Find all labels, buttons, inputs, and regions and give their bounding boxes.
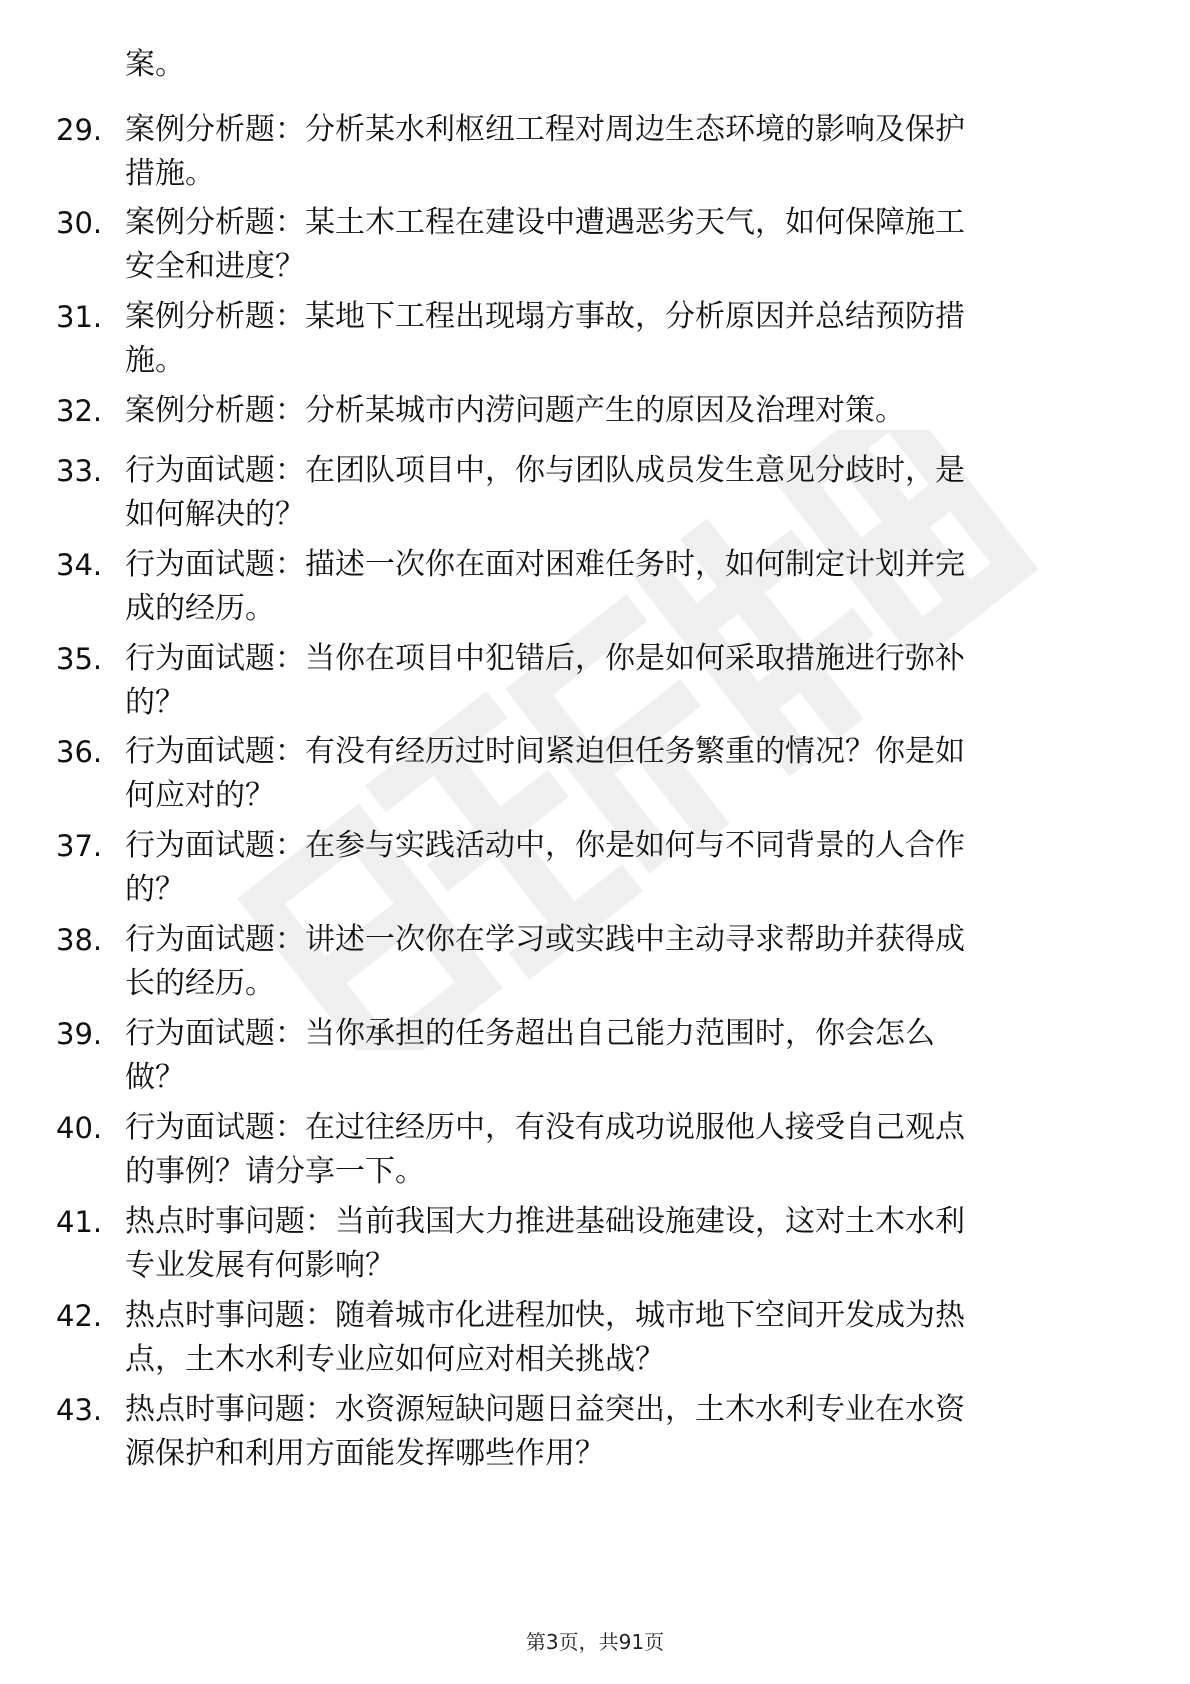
item-number: 37. — [56, 829, 103, 863]
item-line: 行为面试题：描述一次你在面对困难任务时，如何制定计划并完 — [125, 547, 965, 582]
item-line: 何应对的？ — [125, 778, 275, 813]
item-line: 专业发展有何影响？ — [125, 1248, 395, 1283]
item-number: 42. — [56, 1299, 103, 1333]
item-number: 38. — [56, 923, 103, 957]
item-number: 35. — [56, 642, 103, 676]
item-text — [125, 1388, 1125, 1476]
item-number: 31. — [56, 300, 103, 334]
item-line: 案例分析题：分析某水利枢纽工程对周边生态环境的影响及保护 — [125, 112, 965, 147]
item-line: 案例分析题：分析某城市内涝问题产生的原因及治理对策。 — [125, 393, 905, 428]
item-number: 39. — [56, 1017, 103, 1051]
item-line: 行为面试题：在团队项目中，你与团队成员发生意见分歧时，是 — [125, 453, 965, 488]
item-number: 34. — [56, 548, 103, 582]
item-text — [125, 108, 1125, 196]
item-text — [125, 1200, 1125, 1288]
item-line: 点，土木水利专业应如何应对相关挑战？ — [125, 1342, 665, 1377]
continuation-text: 案。 — [125, 47, 185, 82]
item-line: 的？ — [125, 685, 185, 720]
item-text — [125, 295, 1125, 383]
item-text — [125, 1294, 1125, 1382]
item-number: 36. — [56, 735, 103, 769]
item-text — [125, 389, 1125, 433]
item-line: 行为面试题：当你在项目中犯错后，你是如何采取措施进行弥补 — [125, 641, 965, 676]
item-text — [125, 1012, 1125, 1100]
item-line: 行为面试题：在参与实践活动中，你是如何与不同背景的人合作 — [125, 828, 965, 863]
item-line: 行为面试题：有没有经历过时间紧迫但任务繁重的情况？你是如 — [125, 734, 965, 769]
item-line: 施。 — [125, 343, 185, 378]
item-line: 的？ — [125, 872, 185, 907]
item-line: 行为面试题：讲述一次你在学习或实践中主动寻求帮助并获得成 — [125, 922, 965, 957]
item-number: 40. — [56, 1111, 103, 1145]
item-number: 33. — [56, 454, 103, 488]
item-line: 源保护和利用方面能发挥哪些作用？ — [125, 1436, 605, 1471]
item-text — [125, 918, 1125, 1006]
item-line: 做？ — [125, 1060, 185, 1095]
item-line: 案例分析题：某土木工程在建设中遭遇恶劣天气，如何保障施工 — [125, 205, 965, 240]
item-text — [125, 1106, 1125, 1194]
item-line: 热点时事问题：随着城市化进程加快，城市地下空间开发成为热 — [125, 1298, 965, 1333]
page-footer: 第3页，共91页 — [525, 1630, 665, 1654]
item-number: 30. — [56, 206, 103, 240]
item-line: 热点时事问题：当前我国大力推进基础设施建设，这对土木水利 — [125, 1204, 965, 1239]
item-text — [125, 201, 1125, 289]
item-number: 41. — [56, 1205, 103, 1239]
item-line: 案例分析题：某地下工程出现塌方事故，分析原因并总结预防措 — [125, 299, 965, 334]
item-text — [125, 637, 1125, 725]
item-line: 行为面试题：当你承担的任务超出自己能力范围时，你会怎么 — [125, 1016, 935, 1051]
item-line: 安全和进度？ — [125, 249, 305, 284]
item-text — [125, 543, 1125, 631]
item-line: 如何解决的？ — [125, 497, 305, 532]
item-text — [125, 730, 1125, 818]
item-text — [125, 449, 1125, 537]
item-number: 43. — [56, 1393, 103, 1427]
item-line: 成的经历。 — [125, 591, 275, 626]
item-number: 32. — [56, 394, 103, 428]
item-line: 行为面试题：在过往经历中，有没有成功说服他人接受自己观点 — [125, 1110, 965, 1145]
item-text — [125, 824, 1125, 912]
item-line: 的事例？请分享一下。 — [125, 1154, 425, 1189]
item-number: 29. — [56, 113, 103, 147]
item-line: 热点时事问题：水资源短缺问题日益突出，土木水利专业在水资 — [125, 1392, 965, 1427]
item-line: 长的经历。 — [125, 966, 275, 1001]
item-line: 措施。 — [125, 156, 215, 191]
